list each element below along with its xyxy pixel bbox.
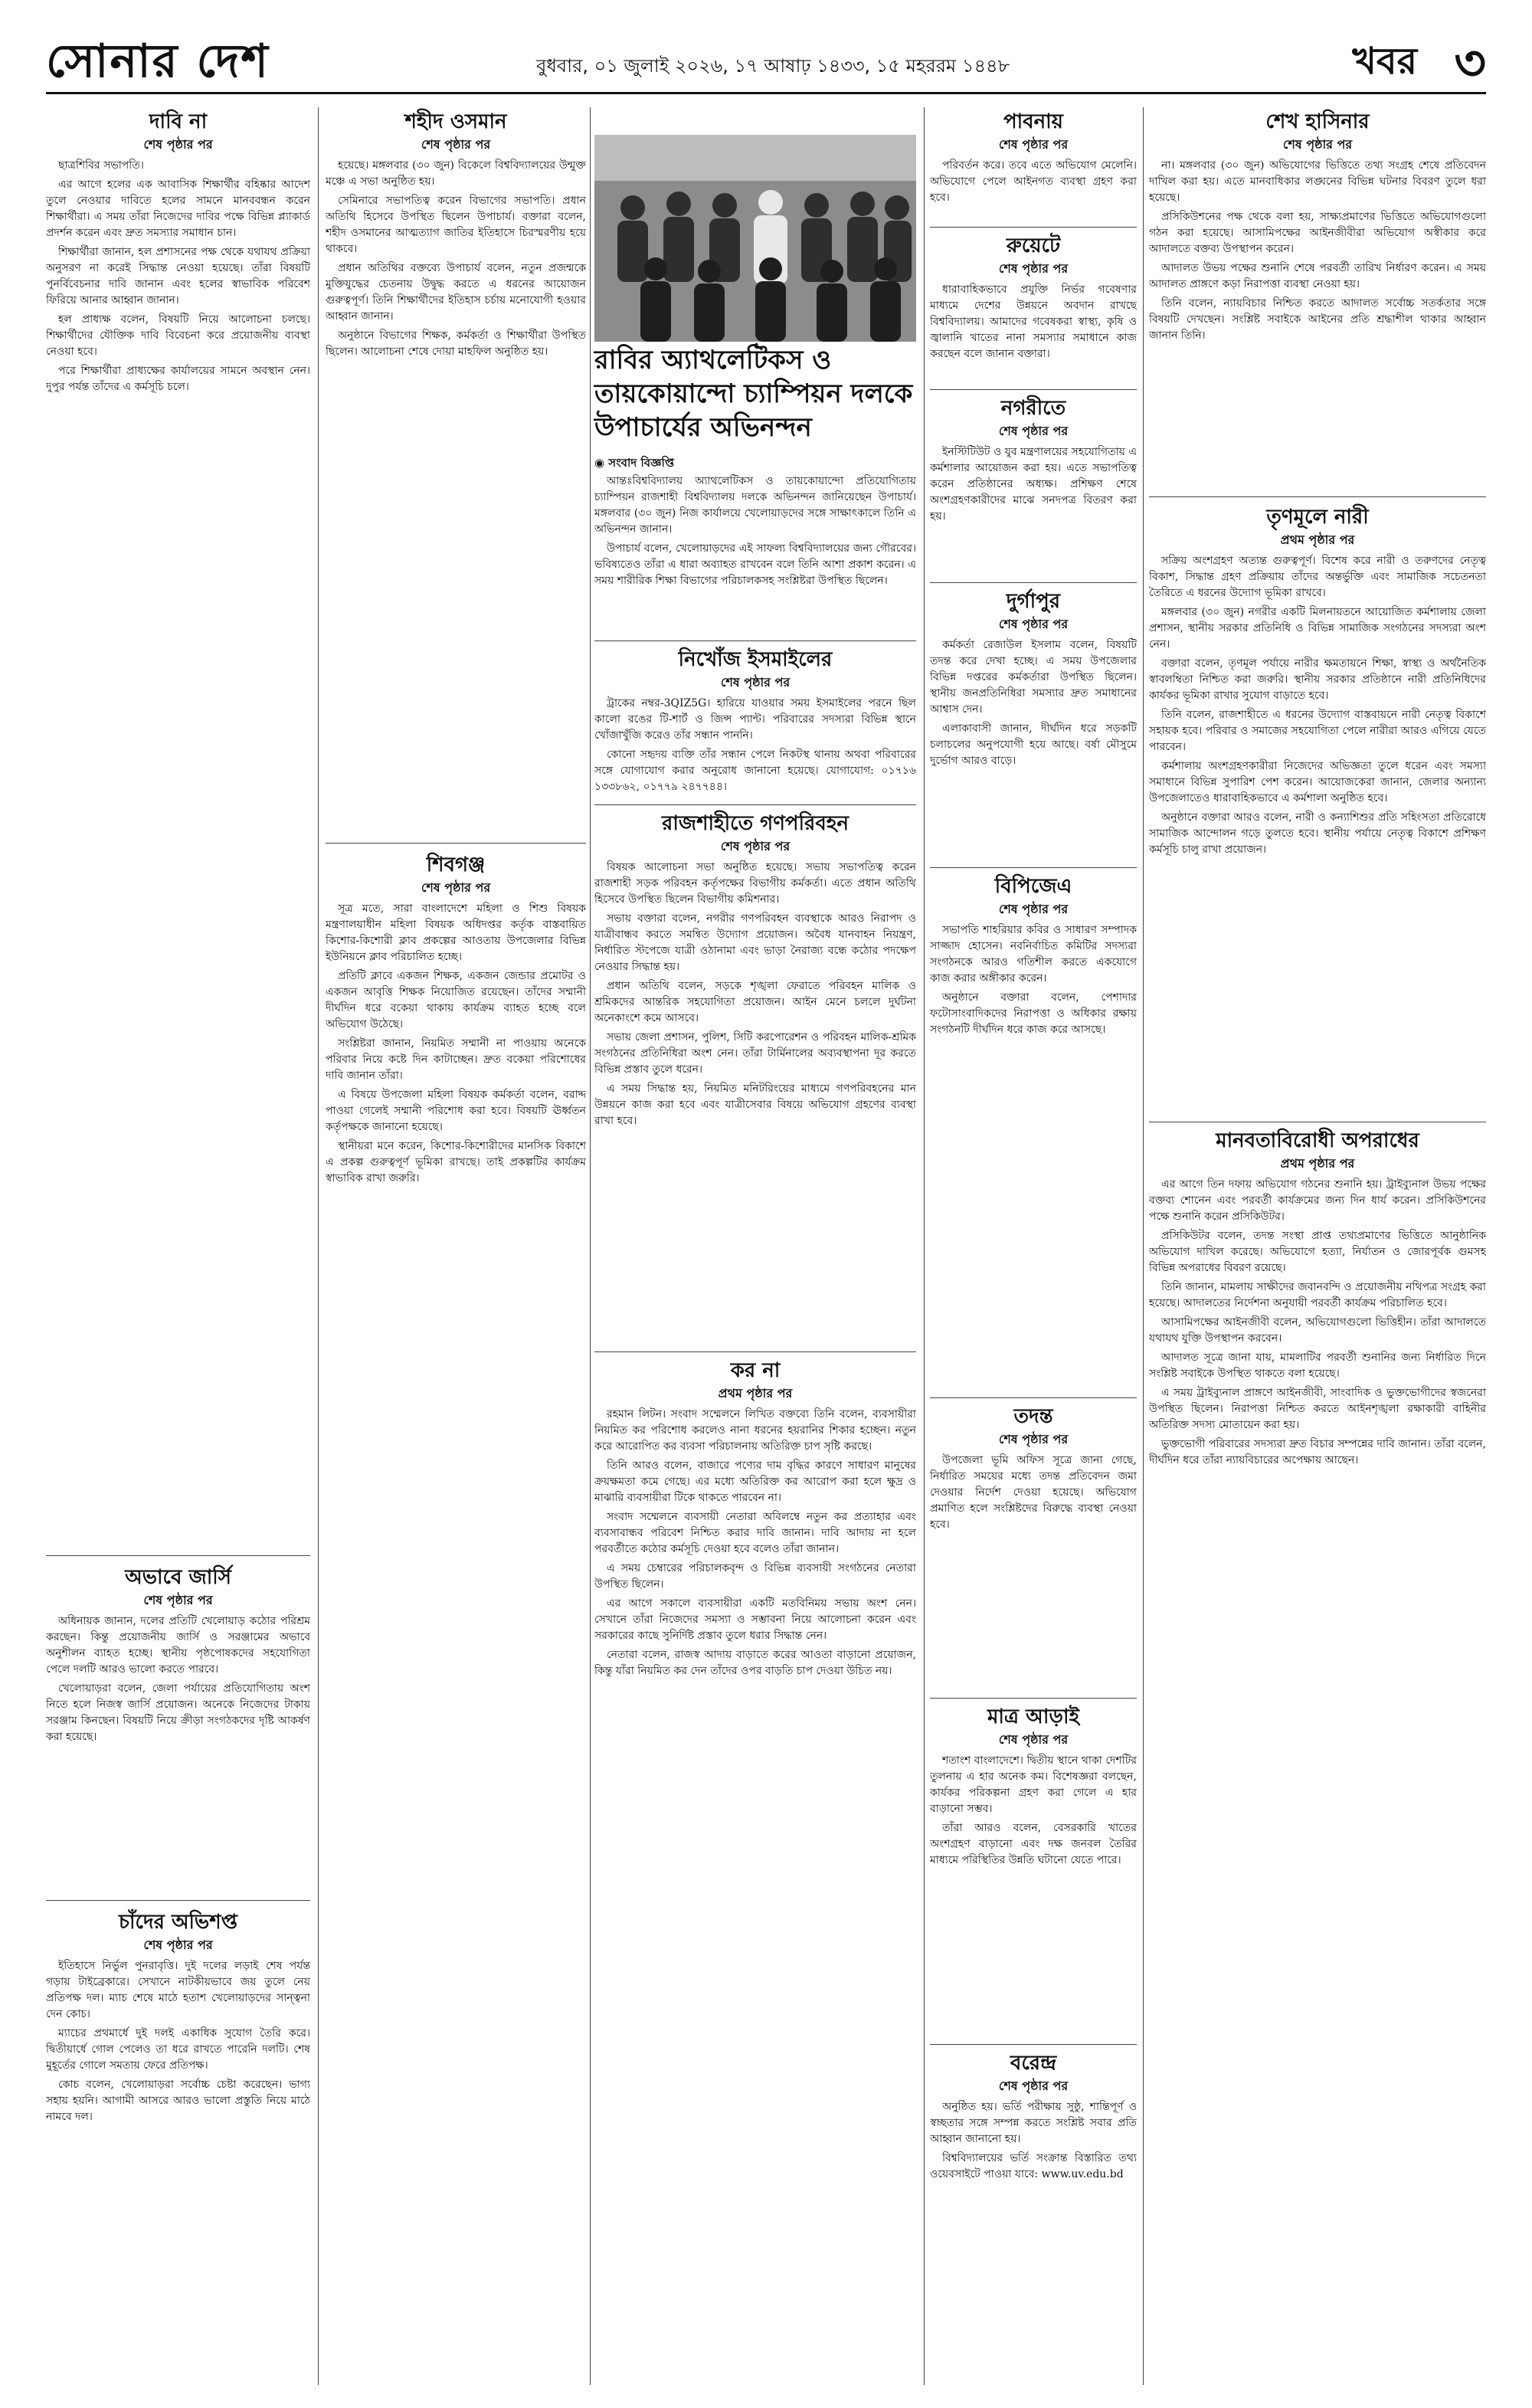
article-title: মানবতাবিরোধী অপরাধের bbox=[1216, 1129, 1419, 1152]
paragraph: প্রধান অতিথি বলেন, সড়কে শৃঙ্খলা ফেরাতে পরিবহন মালিক ও শ্রমিকদের আন্তরিক সহযোগিতা প্রয়োজন। আইন মেনে চললে দুর্ঘটনা অনেকাংশে কমে আসবে। bbox=[594, 980, 916, 1024]
article-title: নিখোঁজ ইসমাইলের bbox=[678, 648, 833, 671]
paragraph: বক্তারা বলেন, তৃণমূল পর্যায়ে নারীর ক্ষমতায়নে শিক্ষা, স্বাস্থ্য ও অর্থনৈতিক স্বাবলম্বিতা নিশ্চিত করা জরুরি। স্থানীয় সরকার প্রতিষ্ঠানে নারী প্রতিনিধিদের কার্যকর ভূমিকা রাখার সুযোগ বাড়াতে হবে। bbox=[1149, 657, 1486, 702]
article-title: দুর্গাপুর bbox=[1006, 590, 1061, 613]
divider bbox=[930, 1397, 1137, 1398]
paragraph: খেলোয়াড়রা বলেন, জেলা পর্যায়ের প্রতিযোগিতায় অংশ নিতে হলে নিজস্ব জার্সি প্রয়োজন। অনেকে নিজেদের টাকায় সরঞ্জাম কিনছেন। বিষয়টি নিয়ে ক্রীড়া সংগঠকদের দৃষ্টি আকর্ষণ করা হয়েছে। bbox=[46, 1682, 310, 1743]
paragraph: তিনি জানান, মামলায় সাক্ষীদের জবানবন্দি ও প্রয়োজনীয় নথিপত্র সংগ্রহ করা হয়েছে। আদালতের নির্দেশনা অনুযায়ী পরবর্তী কার্যক্রম পরিচালিত হবে। bbox=[1149, 1281, 1486, 1309]
article-title: কর না bbox=[730, 1359, 781, 1382]
column-rule bbox=[1143, 107, 1144, 2385]
paragraph: প্রসিকিউটর বলেন, তদন্ত সংস্থা প্রাপ্ত তথ্যপ্রমাণের ভিত্তিতে আনুষ্ঠানিক অভিযোগ দাখিল করেছে। অভিযোগে হত্যা, নির্যাতন ও জোরপূর্বক গুমসহ বিভিন্ন অপরাধের বিবরণ রয়েছে। bbox=[1149, 1230, 1486, 1274]
continued-label: শেষ পৃষ্ঠার পর bbox=[998, 2079, 1069, 2093]
divider bbox=[46, 1555, 310, 1556]
newspaper-logo: সোনার দেশ bbox=[46, 34, 270, 88]
paragraph: তিনি বলেন, ন্যায়বিচার নিশ্চিত করতে আদালত সর্বোচ্চ সতর্কতার সঙ্গে বিষয়টি দেখছেন। সংশ্লিষ্ট সবাইকে আইনের প্রতি শ্রদ্ধাশীল থাকার আহ্বান জানান তিনি। bbox=[1149, 297, 1486, 342]
article-pabnay bbox=[930, 107, 1137, 222]
divider bbox=[594, 1351, 916, 1352]
paragraph: এর আগে সকালে ব্যবসায়ীরা একটি মতবিনিময় সভায় অংশ নেন। সেখানে তাঁরা নিজেদের সমস্যা ও সম্ভাবনা নিয়ে আলোচনা করেন এবং সরকারের কাছে সুনির্দিষ্ট প্রস্তাব তুলে ধরার সিদ্ধান্ত নেন। bbox=[594, 1597, 916, 1642]
article-nagarite bbox=[930, 394, 1137, 578]
divider bbox=[930, 582, 1137, 583]
article-shahid bbox=[326, 107, 586, 835]
paragraph: অধিনায়ক জানান, দলের প্রতিটি খেলোয়াড় কঠোর পরিশ্রম করছেন। কিন্তু প্রয়োজনীয় জার্সি ও সরঞ্জামের অভাবে অনুশীলন ব্যাহত হচ্ছে। স্থানীয় পৃষ্ঠপোষকদের সহযোগিতা পেলে দলটি আরও ভালো করতে পারবে। bbox=[46, 1615, 310, 1676]
issue-date: বুধবার, ০১ জুলাই ২০২৬, ১৭ আষাঢ় ১৪৩৩, ১৫ মহররম ১৪৪৮ bbox=[536, 55, 1010, 77]
continued-label: শেষ পৃষ্ঠার পর bbox=[1282, 137, 1353, 152]
paragraph: সক্রিয় অংশগ্রহণ অত্যন্ত গুরুত্বপূর্ণ। বিশেষ করে নারী ও তরুণদের নেতৃত্ব বিকাশ, সিদ্ধান্ত গ্রহণ প্রক্রিয়ায় তাঁদের অন্তর্ভুক্তি এবং সামাজিক সচেতনতা তৈরিতে এ ধরনের উদ্যোগ ভূমিকা রাখবে। bbox=[1149, 555, 1486, 599]
column-rule bbox=[924, 107, 925, 2385]
rabi-byline: ◉ সংবাদ বিজ্ঞপ্তি bbox=[594, 456, 675, 470]
article-title: অভাবে জার্সি bbox=[125, 1566, 231, 1589]
column-rule bbox=[318, 107, 319, 2385]
divider bbox=[930, 389, 1137, 390]
paragraph: না। মঙ্গলবার (৩০ জুন) অভিযোগের ভিত্তিতে তথ্য সংগ্রহ শেষে প্রতিবেদন দাখিল করা হয়। এতে মানবাধিকার লঙ্ঘনের বিভিন্ন ঘটনার বিবরণ তুলে ধরা হয়েছে। bbox=[1149, 159, 1486, 204]
continued-label: শেষ পৃষ্ঠার পর bbox=[421, 880, 491, 895]
paragraph: নেতারা বলেন, রাজস্ব আদায় বাড়াতে করের আওতা বাড়ানো প্রয়োজন, কিন্তু যাঁরা নিয়মিত কর দেন তাঁদের ওপর বাড়তি চাপ দেওয়া উচিত নয়। bbox=[594, 1649, 916, 1677]
paragraph: অনুষ্ঠানে বিভাগের শিক্ষক, কর্মকর্তা ও শিক্ষার্থীরা উপস্থিত ছিলেন। আলোচনা শেষে দোয়া মাহফিল অনুষ্ঠিত হয়। bbox=[326, 329, 586, 358]
article-abhabe bbox=[46, 1563, 310, 1892]
continued-label: শেষ পৃষ্ঠার পর bbox=[998, 902, 1069, 916]
article-title: দাবি না bbox=[149, 110, 208, 133]
paragraph: কর্মশালায় অংশগ্রহণকারীরা নিজেদের অভিজ্ঞতা তুলে ধরেন এবং সমস্যা সমাধানে বিভিন্ন সুপারিশ পেশ করেন। আয়োজকেরা জানান, জেলার অন্যান্য উপজেলাতেও ধারাবাহিকভাবে এ কর্মশালা অনুষ্ঠিত হবে। bbox=[1149, 760, 1486, 804]
article-title: পাবনায় bbox=[1003, 110, 1064, 133]
paragraph: এ সময় ট্রাইব্যুনাল প্রাঙ্গণে আইনজীবী, সাংবাদিক ও ভুক্তভোগীদের স্বজনেরা উপস্থিত ছিলেন। নিরাপত্তা নিশ্চিত করতে আইনশৃঙ্খলা রক্ষাকারী বাহিনীর অতিরিক্ত সদস্য মোতায়েন করা হয়। bbox=[1149, 1387, 1486, 1431]
continued-label: শেষ পৃষ্ঠার পর bbox=[998, 1732, 1069, 1747]
paragraph: এর আগে হলের এক আবাসিক শিক্ষার্থীর বহিষ্কার আদেশ তুলে নেওয়ার দাবিতে হলের সামনে মানববন্ধন করেন শিক্ষার্থীরা। এ সময় তাঁরা নিজেদের দাবির পক্ষে বিভিন্ন প্ল্যাকার্ড প্রদর্শন করেন এবং দ্রুত সমস্যার সমাধান চান। bbox=[46, 179, 310, 239]
continued-label: প্রথম পৃষ্ঠার পর bbox=[718, 1386, 793, 1401]
article-durgapur bbox=[930, 587, 1137, 863]
article-nikhoj bbox=[594, 645, 916, 798]
article-title: রুয়েটে bbox=[1006, 234, 1061, 257]
section-name: খবর bbox=[1352, 40, 1417, 83]
article-matro bbox=[930, 1702, 1137, 2039]
paragraph: ইতিহাসে নির্ভুল পুনরাবৃত্তি। দুই দলের লড়াই শেষ পর্যন্ত গড়ায় টাইব্রেকারে। সেখানে নাটকীয়ভাবে জয় তুলে নেয় প্রতিপক্ষ দল। ম্যাচ শেষে মাঠে হতাশ খেলোয়াড়দের সান্ত্বনা দেন কোচ। bbox=[46, 1960, 310, 2020]
paragraph: অনুষ্ঠিত হয়। ভর্তি পরীক্ষায় সুষ্ঠু, শান্তিপূর্ণ ও স্বচ্ছতার সঙ্গে সম্পন্ন করতে সংশ্লিষ্ট সবার প্রতি আহ্বান জানানো হয়। bbox=[930, 2101, 1137, 2145]
paragraph: উপজেলা ভূমি অফিস সূত্রে জানা গেছে, নির্ধারিত সময়ের মধ্যে তদন্ত প্রতিবেদন জমা দেওয়ার নির্দেশ দেওয়া হয়েছে। অভিযোগ প্রমাণিত হলে সংশ্লিষ্টদের বিরুদ্ধে ব্যবস্থা নেওয়া হবে। bbox=[930, 1454, 1137, 1531]
paragraph: কর্মকর্তা রেজাউল ইসলাম বলেন, বিষয়টি তদন্ত করে দেখা হচ্ছে। এ সময় উপজেলার বিভিন্ন দপ্তরের কর্মকর্তারা উপস্থিত ছিলেন। স্থানীয় জনপ্রতিনিধিরা সমস্যার দ্রুত সমাধানের আশ্বাস দেন। bbox=[930, 639, 1137, 716]
paragraph: শতাংশ বাংলাদেশে। দ্বিতীয় স্থানে থাকা দেশটির তুলনায় এ হার অনেক কম। বিশেষজ্ঞরা বলছেন, কার্যকর পরিকল্পনা গ্রহণ করা গেলে এ হার বাড়ানো সম্ভব। bbox=[930, 1754, 1137, 1815]
article-ruete bbox=[930, 231, 1137, 385]
paragraph: আন্তঃবিশ্ববিদ্যালয় অ্যাথলেটিকস ও তায়কোয়ান্দো প্রতিযোগিতায় চ্যাম্পিয়ন রাজশাহী বিশ্ববিদ্যালয় দলকে অভিনন্দন জানিয়েছেন উপাচার্য। মঙ্গলবার (৩০ জুন) নিজ কার্যালয়ে খেলোয়াড়দের সঙ্গে সাক্ষাৎকালে তিনি এ অভিনন্দন জানান। bbox=[594, 475, 916, 536]
continued-label: শেষ পৃষ্ঠার পর bbox=[143, 1593, 213, 1607]
continued-label: শেষ পৃষ্ঠার পর bbox=[720, 675, 791, 690]
paragraph: স্থানীয়রা মনে করেন, কিশোর-কিশোরীদের মানসিক বিকাশে এ প্রকল্প গুরুত্বপূর্ণ ভূমিকা রাখছে। তাই প্রকল্পটির কার্যক্রম স্বাভাবিক রাখা জরুরি। bbox=[326, 1140, 586, 1184]
group-photo-icon bbox=[594, 135, 916, 342]
article-kor bbox=[594, 1356, 916, 2383]
paragraph: সংশ্লিষ্টরা জানান, নিয়মিত সম্মানী না পাওয়ায় অনেকে পরিবার নিয়ে কষ্টে দিন কাটাচ্ছেন। দ্রুত বকেয়া পরিশোধের দাবি জানান তাঁরা। bbox=[326, 1037, 586, 1082]
rabi-headline: রাবির অ্যাথলেটিকস ও তায়কোয়ান্দো চ্যাম্পিয়ন দলকে উপাচার্যের অভিনন্দন bbox=[594, 345, 913, 443]
continued-label: শেষ পৃষ্ঠার পর bbox=[998, 1432, 1069, 1446]
article-title: শিবগঞ্জ bbox=[426, 853, 486, 876]
paragraph: শিক্ষার্থীরা জানান, হল প্রশাসনের পক্ষ থেকে যথাযথ প্রক্রিয়া অনুসরণ না করেই সিদ্ধান্ত নেওয়া হয়েছে। তাঁরা বিষয়টি পুনর্বিবেচনার দাবি জানান এবং হলের স্বাভাবিক পরিবেশ ফিরিয়ে আনার আহ্বান জানান। bbox=[46, 246, 310, 306]
paragraph: বিষয়ক আলোচনা সভা অনুষ্ঠিত হয়েছে। সভায় সভাপতিত্ব করেন রাজশাহী সড়ক পরিবহন কর্তৃপক্ষের বিভাগীয় কর্মকর্তা। এতে প্রধান অতিথি হিসেবে উপস্থিত ছিলেন বিভাগীয় কমিশনার। bbox=[594, 861, 916, 906]
paragraph: সংবাদ সম্মেলনে ব্যবসায়ী নেতারা অবিলম্বে নতুন কর প্রত্যাহার এবং ব্যবসাবান্ধব পরিবেশ নিশ্চিত করার দাবি জানান। দাবি আদায় না হলে পরবর্তীতে কঠোর কর্মসূচি দেওয়া হবে বলেও তাঁরা জানান। bbox=[594, 1511, 916, 1555]
paragraph: অনুষ্ঠানে বক্তারা বলেন, পেশাদার ফটোসাংবাদিকদের নিরাপত্তা ও অধিকার রক্ষায় সংগঠনটি দীর্ঘদিন ধরে কাজ করে আসছে। bbox=[930, 991, 1137, 1036]
article-title: শেখ হাসিনার bbox=[1265, 110, 1370, 133]
article-title: তদন্ত bbox=[1013, 1405, 1053, 1428]
article-barendra bbox=[930, 2049, 1137, 2383]
continued-label: শেষ পৃষ্ঠার পর bbox=[143, 137, 213, 152]
article-rajshahi bbox=[594, 809, 916, 1345]
paragraph: প্রধান অতিথির বক্তব্যে উপাচার্য বলেন, নতুন প্রজন্মকে মুক্তিযুদ্ধের চেতনায় উদ্বুদ্ধ করতে এ ধরনের আয়োজন গুরুত্বপূর্ণ। তিনি শিক্ষার্থীদের ইতিহাস চর্চায় মনোযোগী হওয়ার আহ্বান জানান। bbox=[326, 262, 586, 323]
paragraph: এর আগে তিন দফায় অভিযোগ গঠনের শুনানি হয়। ট্রাইব্যুনাল উভয় পক্ষের বক্তব্য শোনেন এবং পরবর্তী কার্যক্রমের জন্য দিন ধার্য করেন। প্রসিকিউশনের পক্ষে শুনানি করেন প্রসিকিউটর। bbox=[1149, 1178, 1486, 1223]
continued-label: প্রথম পৃষ্ঠার পর bbox=[1280, 1156, 1355, 1171]
paragraph: তিনি বলেন, রাজশাহীতে এ ধরনের উদ্যোগ বাস্তবায়নে নারী নেতৃত্ব বিকাশে সহায়ক হবে। পরিবার ও সমাজের সহযোগিতা পেলে নারীরা আরও এগিয়ে যেতে পারবেন। bbox=[1149, 709, 1486, 753]
paragraph: এ সময় সিদ্ধান্ত হয়, নিয়মিত মনিটরিংয়ের মাধ্যমে গণপরিবহনের মান উন্নয়নে কাজ করা হবে এবং যাত্রীসেবার বিষয়ে অভিযোগ গ্রহণের ব্যবস্থা রাখা হবে। bbox=[594, 1083, 916, 1127]
paragraph: তাঁরা আরও বলেন, বেসরকারি খাতের অংশগ্রহণ বাড়ানো এবং দক্ষ জনবল তৈরির মাধ্যমে পরিস্থিতির উন্নতি ঘটানো যেতে পারে। bbox=[930, 1822, 1137, 1866]
paragraph: ছাত্রশিবির সভাপতি। bbox=[58, 159, 144, 172]
paragraph: সভায় বক্তারা বলেন, নগরীর গণপরিবহন ব্যবস্থাকে আরও নিরাপদ ও যাত্রীবান্ধব করতে সমন্বিত উদ্যোগ প্রয়োজন। অবৈধ যানবাহন নিয়ন্ত্রণ, নির্ধারিত স্টপেজে যাত্রী ওঠানামা এবং ভাড়া নৈরাজ্য বন্ধে কঠোর পদক্ষেপ নেওয়ার সিদ্ধান্ত হয়। bbox=[594, 912, 916, 973]
masthead-rule bbox=[46, 92, 1486, 94]
article-title: চাঁদের অভিশপ্ত bbox=[118, 1911, 238, 1934]
paragraph: পরিবর্তন করে। তবে এতে অভিযোগ মেলেনি। অভিযোগে পেলে আইনগত ব্যবস্থা গ্রহণ করা হবে। bbox=[930, 159, 1137, 204]
paragraph: মঙ্গলবার (৩০ জুন) নগরীর একটি মিলনায়তনে আয়োজিত কর্মশালায় জেলা প্রশাসন, স্থানীয় সরকার প্রতিনিধি ও বিভিন্ন সামাজিক সংগঠনের সদস্যরা অংশ নেন। bbox=[1149, 606, 1486, 650]
paragraph: তিনি আরও বলেন, বাজারে পণ্যের দাম বৃদ্ধির কারণে সাধারণ মানুষের ক্রয়ক্ষমতা কমে গেছে। এর মধ্যে অতিরিক্ত কর আরোপ করা হলে ক্ষুদ্র ও মাঝারি ব্যবসায়ীরা টিকে থাকতে পারবেন না। bbox=[594, 1460, 916, 1504]
paragraph: আসামিপক্ষের আইনজীবী বলেন, অভিযোগগুলো ভিত্তিহীন। তাঁরা আদালতে যথাযথ যুক্তি উপস্থাপন করবেন। bbox=[1149, 1316, 1486, 1345]
article-title: বরেন্দ্র bbox=[1010, 2052, 1057, 2075]
paragraph: আদালত সূত্রে জানা যায়, মামলাটির পরবর্তী শুনানির জন্য নির্ধারিত দিনে সংশ্লিষ্ট সবাইকে উপস্থিত থাকতে বলা হয়েছে। bbox=[1149, 1351, 1486, 1380]
paragraph: বিশ্ববিদ্যালয়ের ভর্তি সংক্রান্ত বিস্তারিত তথ্য ওয়েবসাইটে পাওয়া যাবে: www.uv.edu.bd bbox=[930, 2152, 1137, 2180]
paragraph: অনুষ্ঠানে বক্তারা আরও বলেন, নারী ও কন্যাশিশুর প্রতি সহিংসতা প্রতিরোধে সামাজিক আন্দোলন গড়ে তুলতে হবে। স্থানীয় পর্যায়ে নেতৃত্ব বিকাশে প্রশিক্ষণ কর্মসূচি চালু রাখা প্রয়োজন। bbox=[1149, 811, 1486, 856]
paragraph: সভাপতি শাহরিয়ার কবির ও সাধারণ সম্পাদক সাজ্জাদ হোসেন। নবনির্বাচিত কমিটির সদস্যরা সংগঠনকে আরও গতিশীল করতে একযোগে কাজ করার অঙ্গীকার করেন। bbox=[930, 924, 1137, 984]
page-number: ৩ bbox=[1454, 34, 1486, 92]
article-title: নগরীতে bbox=[1000, 397, 1066, 420]
article-dabi bbox=[46, 107, 310, 1548]
article-title: তৃণমূলে নারী bbox=[1266, 506, 1369, 529]
divider bbox=[46, 1900, 310, 1901]
paragraph: ভুক্তভোগী পরিবারের সদস্যরা দ্রুত বিচার সম্পন্নের দাবি জানান। তাঁরা বলেন, দীর্ঘদিন ধরে তাঁরা ন্যায়বিচারের অপেক্ষায় আছেন। bbox=[1149, 1438, 1486, 1466]
continued-label: শেষ পৃষ্ঠার পর bbox=[720, 839, 791, 853]
article-title: রাজশাহীতে গণপরিবহন bbox=[662, 812, 849, 835]
article-trinamul bbox=[1149, 503, 1486, 1116]
continued-label: শেষ পৃষ্ঠার পর bbox=[143, 1938, 213, 1952]
paragraph: এ বিষয়ে উপজেলা মহিলা বিষয়ক কর্মকর্তা বলেন, বরাদ্দ পাওয়া গেলেই সম্মানী পরিশোধ করা হবে। বিষয়টি ঊর্ধ্বতন কর্তৃপক্ষকে জানানো হয়েছে। bbox=[326, 1089, 586, 1133]
article-title: মাত্র আড়াই bbox=[987, 1705, 1080, 1728]
article-manabata bbox=[1149, 1126, 1486, 2383]
continued-label: শেষ পৃষ্ঠার পর bbox=[998, 137, 1069, 152]
paragraph: রহমান লিটন। সংবাদ সম্মেলনে লিখিত বক্তব্যে তিনি বলেন, ব্যবসায়ীরা নিয়মিত কর পরিশোধ করলেও নানা ধরনের হয়রানির শিকার হচ্ছেন। নতুন করে আরোপিত কর ব্যবসা পরিচালনায় অতিরিক্ত চাপ সৃষ্টি করছে। bbox=[594, 1408, 916, 1453]
continued-label: শেষ পৃষ্ঠার পর bbox=[998, 261, 1069, 276]
article-rabi bbox=[594, 473, 916, 634]
paragraph: আদালত উভয় পক্ষের শুনানি শেষে পরবর্তী তারিখ নির্ধারণ করেন। এ সময় আদালত প্রাঙ্গণে কড়া নিরাপত্তা ব্যবস্থা নেওয়া হয়। bbox=[1149, 262, 1486, 290]
divider bbox=[326, 843, 586, 844]
paragraph: প্রসিকিউশনের পক্ষ থেকে বলা হয়, সাক্ষ্যপ্রমাণের ভিত্তিতে অভিযোগগুলো গঠন করা হয়েছে। আসামিপক্ষের আইনজীবীরা অভিযোগ অস্বীকার করে আদালতে বক্তব্য উপস্থাপন করেন। bbox=[1149, 211, 1486, 255]
divider bbox=[1149, 496, 1486, 497]
news-photo bbox=[594, 135, 916, 342]
paragraph: ম্যাচের প্রথমার্ধে দুই দলই একাধিক সুযোগ তৈরি করে। দ্বিতীয়ার্ধে গোল পেলেও তা ধরে রাখতে পারেনি দলটি। শেষ মুহূর্তের গোলে সমতায় ফেরে প্রতিপক্ষ। bbox=[46, 2027, 310, 2072]
paragraph: সূত্র মতে, সারা বাংলাদেশে মহিলা ও শিশু বিষয়ক মন্ত্রণালয়াধীন মহিলা বিষয়ক অধিদপ্তর কর্তৃক বাস্তবায়িত কিশোর-কিশোরী ক্লাব প্রকল্পের আওতায় উপজেলার বিভিন্ন ইউনিয়নে ক্লাব পরিচালিত হচ্ছে। bbox=[326, 903, 586, 963]
article-sheikh bbox=[1149, 107, 1486, 490]
paragraph: হল প্রাধ্যক্ষ বলেন, বিষয়টি নিয়ে আলোচনা চলছে। শিক্ষার্থীদের যৌক্তিক দাবি বিবেচনা করে প্রয়োজনীয় ব্যবস্থা নেওয়া হবে। bbox=[46, 313, 310, 358]
article-title: বিপিজেএ bbox=[994, 875, 1072, 898]
paragraph: কোচ বলেন, খেলোয়াড়রা সর্বোচ্চ চেষ্টা করেছেন। ভাগ্য সহায় হয়নি। আগামী আসরে আরও ভালো প্রস্তুতি নিয়ে মাঠে নামবে দল। bbox=[46, 2079, 310, 2123]
paragraph: পরে শিক্ষার্থীরা প্রাধ্যক্ষের কার্যালয়ের সামনে অবস্থান নেন। দুপুর পর্যন্ত তাঁদের এ কর্মসূচি চলে। bbox=[46, 365, 310, 393]
paragraph: এ সময় চেম্বারের পরিচালকবৃন্দ ও বিভিন্ন ব্যবসায়ী সংগঠনের নেতারা উপস্থিত ছিলেন। bbox=[594, 1562, 916, 1591]
paragraph: ধারাবাহিকভাবে প্রযুক্তি নির্ভর গবেষণার মাধ্যমে দেশের উন্নয়নে অবদান রাখছে বিশ্ববিদ্যালয়। আমাদের গবেষকরা স্বাস্থ্য, কৃষি ও জ্বালানি খাতের নানা সমস্যার সমাধানে কাজ করছেন বলে জানান বক্তারা। bbox=[930, 283, 1137, 360]
divider bbox=[930, 2044, 1137, 2045]
paragraph: হয়েছে। মঙ্গলবার (৩০ জুন) বিকেলে বিশ্ববিদ্যালয়ের উন্মুক্ত মঞ্চে এ সভা অনুষ্ঠিত হয়। bbox=[326, 159, 586, 188]
paragraph: ট্রাকের নম্বর-3QIZ5G। হারিয়ে যাওয়ার সময় ইসমাইলের পরনে ছিল কালো রঙের টি-শার্ট ও জিন্স প্যান্ট। পরিবারের সদস্যরা বিভিন্ন স্থানে খোঁজাখুঁজি করেও তাঁর সন্ধান পাননি। bbox=[594, 697, 916, 742]
paragraph: কোনো সহৃদয় ব্যক্তি তাঁর সন্ধান পেলে নিকটস্থ থানায় অথবা পরিবারের সঙ্গে যোগাযোগ করার অনুরোধ জানানো হয়েছে। যোগাযোগ: ০১৭১৬ ১৩৩৮৬২, ০১৭৭৯ ২৪৭৭৪৪। bbox=[594, 749, 916, 793]
continued-label: প্রথম পৃষ্ঠার পর bbox=[1280, 532, 1355, 547]
divider bbox=[930, 867, 1137, 868]
divider bbox=[930, 227, 1137, 228]
divider bbox=[594, 804, 916, 805]
continued-label: শেষ পৃষ্ঠার পর bbox=[998, 424, 1069, 438]
continued-label: শেষ পৃষ্ঠার পর bbox=[998, 617, 1069, 631]
paragraph: এলাকাবাসী জানান, দীর্ঘদিন ধরে সড়কটি চলাচলের অনুপযোগী হয়ে আছে। বর্ষা মৌসুমে দুর্ভোগ আরও বাড়ে। bbox=[930, 722, 1137, 767]
paragraph: ইনস্টিটিউট ও যুব মন্ত্রণালয়ের সহযোগিতায় এ কর্মশালার আয়োজন করা হয়। এতে সভাপতিত্ব করেন প্রতিষ্ঠানের অধ্যক্ষ। প্রশিক্ষণ শেষে অংশগ্রহণকারীদের মাঝে সনদপত্র বিতরণ করা হয়। bbox=[930, 446, 1137, 523]
divider bbox=[930, 1698, 1137, 1699]
article-chhader bbox=[46, 1908, 310, 2383]
article-title: শহীদ ওসমান bbox=[404, 110, 507, 133]
continued-label: শেষ পৃষ্ঠার পর bbox=[421, 137, 491, 152]
masthead bbox=[46, 21, 1486, 92]
paragraph: সেমিনারে সভাপতিত্ব করেন বিভাগের সভাপতি। প্রধান অতিথি হিসেবে উপস্থিত ছিলেন উপাচার্য। বক্তারা বলেন, শহীদ ওসমানের আত্মত্যাগ জাতির ইতিহাসে চিরস্মরণীয় হয়ে থাকবে। bbox=[326, 195, 586, 255]
paragraph: প্রতিটি ক্লাবে একজন শিক্ষক, একজন জেন্ডার প্রমোটর ও একজন আবৃত্তি শিক্ষক নিয়োজিত রয়েছেন। তাঁদের সম্মানী দীর্ঘদিন ধরে বকেয়া থাকায় কার্যক্রম ব্যাহত হচ্ছে বলে অভিযোগ উঠেছে। bbox=[326, 970, 586, 1030]
paragraph: উপাচার্য বলেন, খেলোয়াড়দের এই সাফল্য বিশ্ববিদ্যালয়ের জন্য গৌরবের। ভবিষ্যতেও তাঁরা এ ধারা অব্যাহত রাখবেন বলে তিনি আশা প্রকাশ করেন। এ সময় শারীরিক শিক্ষা বিভাগের পরিচালকসহ সংশ্লিষ্টরা উপস্থিত ছিলেন। bbox=[594, 542, 916, 587]
article-shibganj bbox=[326, 850, 586, 2383]
article-tadanta bbox=[930, 1402, 1137, 1693]
article-bipijie bbox=[930, 872, 1137, 1393]
column-rule bbox=[590, 107, 591, 2385]
divider bbox=[594, 640, 916, 641]
paragraph: সভায় জেলা প্রশাসন, পুলিশ, সিটি করপোরেশন ও পরিবহন মালিক-শ্রমিক সংগঠনের প্রতিনিধিরা অংশ নেন। তাঁরা টার্মিনালের অব্যবস্থাপনা দূর করতে বিভিন্ন প্রস্তাব তুলে ধরেন। bbox=[594, 1031, 916, 1076]
